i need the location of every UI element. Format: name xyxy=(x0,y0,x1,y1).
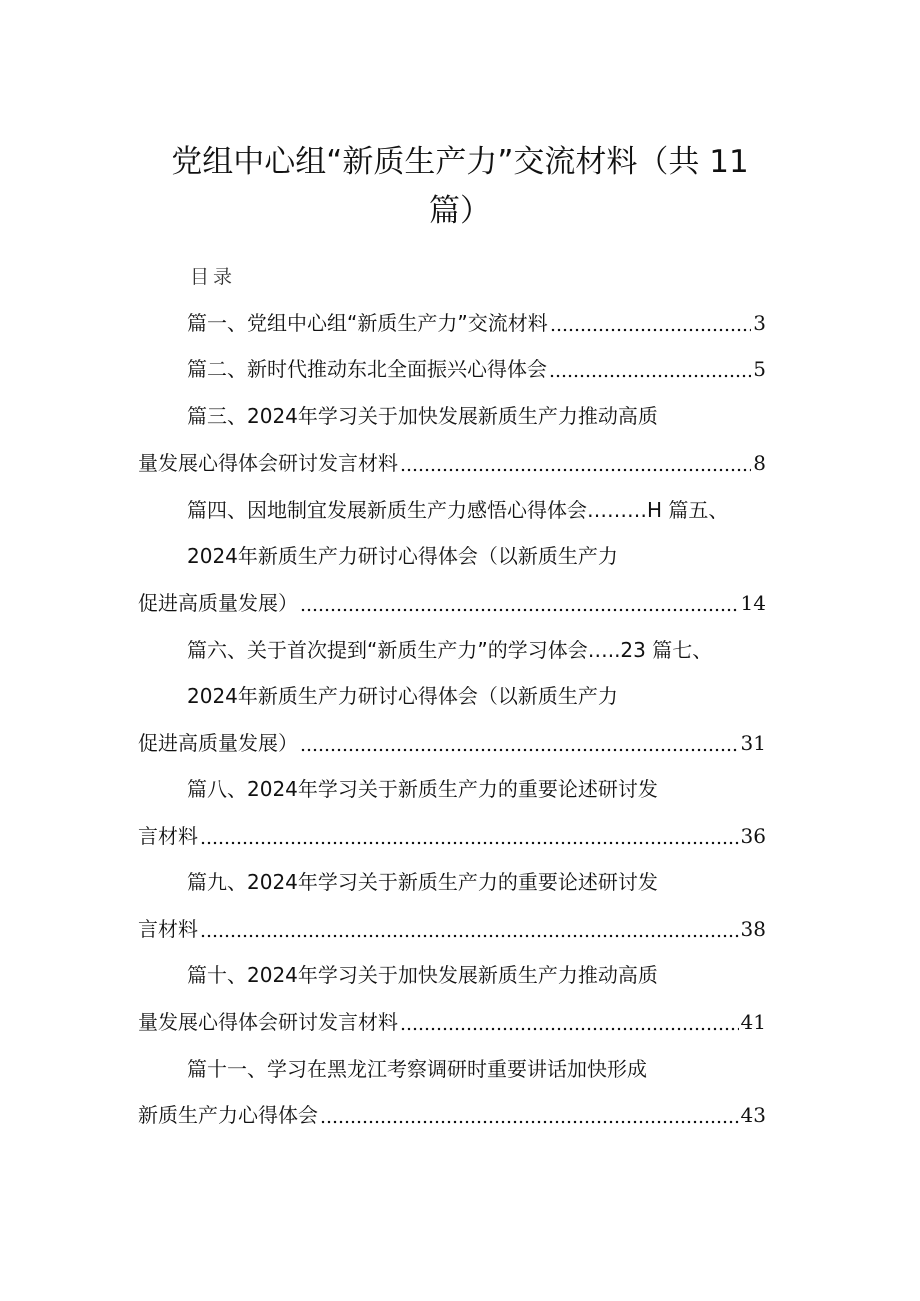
toc-entry-7-line-2[interactable] xyxy=(138,728,766,758)
toc-entry-title: 新质生产力心得体会 xyxy=(138,1103,318,1127)
toc-page-number: 43 xyxy=(740,1103,766,1127)
toc-page-number: 38 xyxy=(740,917,766,941)
dot-leader xyxy=(320,1100,739,1130)
document-title-line-1: 党组中心组“新质生产力”交流材料（共 11 xyxy=(171,144,749,180)
toc-heading: 目录 xyxy=(190,266,237,288)
toc-entry-title: 促进高质量发展） xyxy=(138,591,298,615)
toc-entry-title: 言材料 xyxy=(138,917,198,941)
toc-entry-5-line-1[interactable]: 2024年新质生产力研讨心得体会（以新质生产力 xyxy=(187,544,618,568)
dot-leader xyxy=(400,448,751,478)
toc-page-number: 3 xyxy=(753,311,766,335)
toc-entry-title: 量发展心得体会研讨发言材料 xyxy=(138,451,398,475)
toc-entry-title: 言材料 xyxy=(138,824,198,848)
toc-entry-4[interactable]: 篇四、因地制宜发展新质生产力感悟心得体会………H 篇五、 xyxy=(187,498,729,522)
toc-entry-title: 篇一、党组中心组“新质生产力”交流材料 xyxy=(187,311,548,335)
toc-entry-3-line-2[interactable] xyxy=(138,448,766,478)
toc-entry-title: 促进高质量发展） xyxy=(138,731,298,755)
toc-page-number: 5 xyxy=(753,357,766,381)
dot-leader xyxy=(300,728,739,758)
dot-leader xyxy=(200,821,739,851)
toc-entry-11-line-1[interactable]: 篇十一、学习在黑龙江考察调研时重要讲话加快形成 xyxy=(187,1057,647,1081)
toc-page-number: 36 xyxy=(740,824,766,848)
document-title-line-2: 篇） xyxy=(429,193,491,229)
toc-entry-title: 篇二、新时代推动东北全面振兴心得体会 xyxy=(187,357,547,381)
toc-entry-9-line-2[interactable] xyxy=(138,914,766,944)
toc-page-number: 41 xyxy=(740,1010,766,1034)
dot-leader xyxy=(300,588,739,618)
toc-entry-title: 量发展心得体会研讨发言材料 xyxy=(138,1010,398,1034)
toc-entry-10-line-2[interactable] xyxy=(138,1007,766,1037)
toc-entry-5-line-2[interactable] xyxy=(138,588,766,618)
toc-page-number: 31 xyxy=(740,731,766,755)
toc-entry-8-line-2[interactable] xyxy=(138,821,766,851)
toc-entry-3-line-1[interactable]: 篇三、2024年学习关于加快发展新质生产力推动高质 xyxy=(187,404,658,428)
toc-entry-8-line-1[interactable]: 篇八、2024年学习关于新质生产力的重要论述研讨发 xyxy=(187,777,658,801)
dot-leader xyxy=(550,308,752,338)
toc-entry-10-line-1[interactable]: 篇十、2024年学习关于加快发展新质生产力推动高质 xyxy=(187,963,658,987)
toc-page-number: 8 xyxy=(753,451,766,475)
dot-leader xyxy=(549,354,751,384)
dot-leader xyxy=(400,1007,739,1037)
toc-entry-2[interactable] xyxy=(187,354,766,384)
dot-leader xyxy=(200,914,739,944)
toc-entry-7-line-1[interactable]: 2024年新质生产力研讨心得体会（以新质生产力 xyxy=(187,684,618,708)
toc-page-number: 14 xyxy=(740,591,766,615)
toc-entry-6[interactable]: 篇六、关于首次提到“新质生产力”的学习体会…..23 篇七、 xyxy=(187,638,713,662)
toc-entry-9-line-1[interactable]: 篇九、2024年学习关于新质生产力的重要论述研讨发 xyxy=(187,870,658,894)
toc-entry-11-line-2[interactable] xyxy=(138,1100,766,1130)
toc-entry-1[interactable] xyxy=(187,308,766,338)
